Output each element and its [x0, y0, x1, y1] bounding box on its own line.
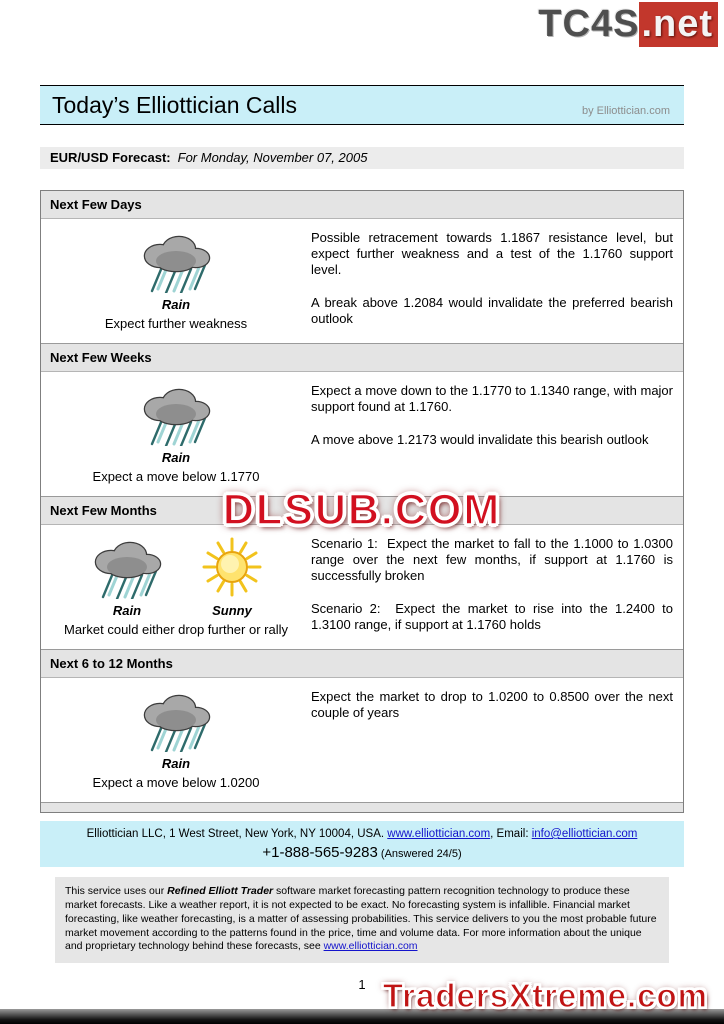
website-link[interactable]: www.elliottician.com — [387, 828, 491, 840]
table-footer-strip — [41, 803, 683, 812]
icon-row — [134, 384, 218, 465]
page-title: Today’s Elliottician Calls — [52, 91, 298, 118]
icon-row — [85, 537, 267, 618]
rain-icon — [134, 384, 218, 446]
section-header-next-few-weeks: Next Few Weeks — [41, 344, 683, 372]
weather-label: Rain — [112, 603, 142, 618]
byline: by Elliottician.com — [581, 105, 670, 117]
forecast-icon-cell — [41, 372, 311, 496]
forecast-paragraph: A break above 1.2084 would invalidate the preferred bearish outlook — [311, 295, 673, 327]
forecast-paragraph: Possible retracement towards 1.1867 resistance level, but expect further weakness and a test of the 1.1760 support level. — [311, 230, 673, 278]
forecast-icon-cell — [41, 525, 311, 649]
icon-block — [85, 537, 169, 618]
phone-number: +1-888-565-9283 — [262, 844, 378, 861]
forecast-pair-label: EUR/USD Forecast: — [50, 150, 171, 165]
rain-icon — [85, 537, 169, 599]
icon-block — [134, 690, 218, 771]
section-header-next-few-days: Next Few Days — [41, 191, 683, 219]
weather-label: Rain — [161, 450, 191, 465]
section-header-next-6-12-months: Next 6 to 12 Months — [41, 650, 683, 678]
section-body-next-few-weeks — [41, 372, 683, 497]
dlsub-watermark: DLSUB.COM — [222, 486, 502, 534]
forecast-date: For Monday, November 07, 2005 — [177, 150, 368, 165]
forecast-paragraph: Expect a move down to the 1.1770 to 1.1340 range, with major support found at 1.1760. — [311, 383, 673, 415]
forecast-caption: Market could either drop further or rally — [64, 622, 288, 637]
contact-email-label: , Email: — [490, 828, 532, 840]
disclaimer-text: This service uses our — [65, 885, 168, 897]
icon-block — [134, 384, 218, 465]
section-body-next-few-days — [41, 219, 683, 344]
icon-row — [134, 231, 218, 312]
contact-footer — [40, 821, 684, 867]
product-name: Refined Elliott Trader — [167, 885, 274, 897]
report-header — [40, 85, 684, 125]
tradersxtreme-watermark: TradersXtreme.com — [382, 977, 708, 1014]
contact-phone-line — [40, 844, 684, 861]
email-link[interactable]: info@elliottician.com — [531, 828, 638, 840]
contact-address-line — [40, 828, 684, 840]
section-header-next-few-months: Next Few Months — [41, 497, 683, 525]
forecast-icon-cell — [41, 219, 311, 343]
tc4s-watermark-net: .net — [639, 2, 718, 47]
forecast-text-cell — [311, 525, 683, 649]
forecast-paragraph: Scenario 1: Expect the market to fall to the 1.1000 to 1.0300 range over the next few months, if support at 1.1760 is successfully broken — [311, 536, 673, 584]
forecast-text-cell — [311, 678, 683, 802]
contact-address: Elliottician LLC, 1 West Street, New York, NY 10004, USA. — [86, 828, 388, 840]
forecast-text-cell — [311, 219, 683, 343]
forecast-paragraph: A move above 1.2173 would invalidate this bearish outlook — [311, 432, 649, 448]
page-number: 1 — [358, 977, 366, 993]
forecast-caption: Expect further weakness — [104, 316, 248, 331]
weather-label: Rain — [161, 756, 191, 771]
icon-block — [197, 537, 267, 618]
forecast-icon-cell — [41, 678, 311, 802]
section-body-next-few-months — [41, 525, 683, 650]
tc4s-watermark-text: TC4S — [538, 3, 640, 45]
tc4s-watermark — [538, 3, 718, 46]
forecast-text-cell — [311, 372, 683, 496]
rain-icon — [134, 690, 218, 752]
icon-block — [134, 231, 218, 312]
icon-row — [134, 690, 218, 771]
forecast-paragraph: Expect the market to drop to 1.0200 to 0.8500 over the next couple of years — [311, 689, 673, 721]
weather-label: Rain — [161, 297, 191, 312]
phone-note: (Answered 24/5) — [377, 848, 462, 860]
weather-label: Sunny — [212, 603, 252, 618]
rain-icon — [134, 231, 218, 293]
disclaimer-box — [55, 877, 669, 963]
section-body-next-6-12-months — [41, 678, 683, 803]
sun-icon — [197, 537, 267, 599]
disclaimer-website-link[interactable]: www.elliottician.com — [323, 940, 418, 953]
forecast-caption: Expect a move below 1.0200 — [92, 775, 260, 790]
forecast-caption: Expect a move below 1.1770 — [92, 469, 260, 484]
disclaimer-text: software market forecasting pattern recognition technology to produce these market forecasts. Like a weather report, it is not expected to be exact. No forecasting system is infallible. Financial market forecasting, like weather forecasting, is a matter of assessing probabilities. This service delivers to you the most probable future market movement according to the patterns found in the price, time and volume data. For more information about the unique and proprietary technology behind these forecasts, see — [65, 885, 657, 953]
forecast-strip — [40, 147, 684, 169]
forecast-paragraph: Scenario 2: Expect the market to rise into the 1.2400 to 1.3100 range, if support at 1.1760 holds — [311, 601, 673, 633]
